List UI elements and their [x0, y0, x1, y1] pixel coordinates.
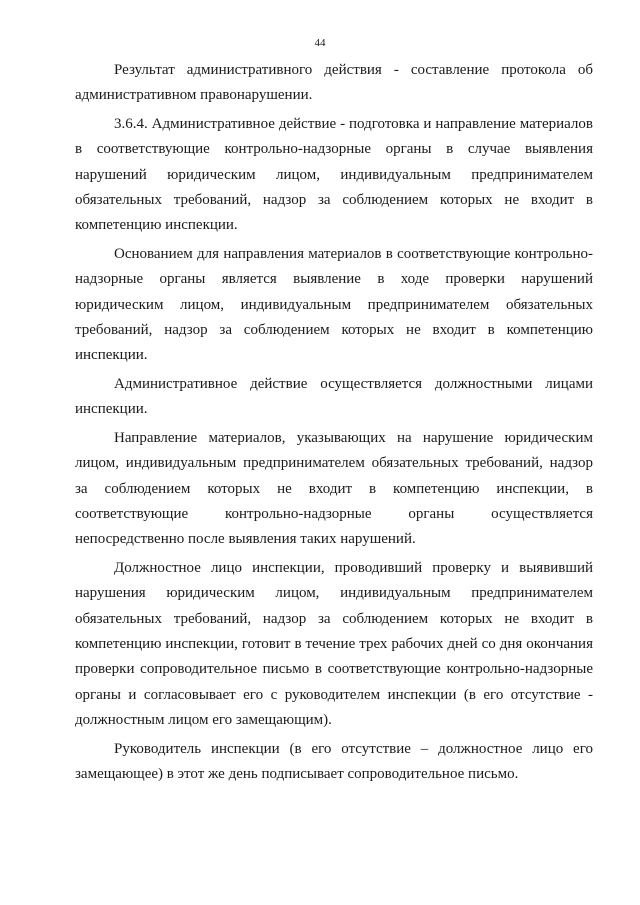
paragraph-result: Результат административного действия - составление протокола об административном правонарушении.: [75, 62, 593, 104]
document-body: [75, 58, 593, 787]
page-number: 44: [314, 37, 326, 49]
paragraph-grounds: Основанием для направления материалов в соответствующие контрольно-надзорные органы является выявление в ходе проверки нарушений юридическим лицом, индивидуальным предпринимателем обязательных требований, надзор за соблюдением которых не входит в компетенцию инспекции.: [75, 245, 593, 364]
paragraph-official-duties: Должностное лицо инспекции, проводивший проверку и выявивший нарушения юридическим лицом, индивидуальным предпринимателем обязательных требований, надзор за соблюдением которых не входит в компетенцию инспекции, готовит в течение трех рабочих дней со дня окончания проверки сопроводительное письмо в соответствующие контрольно-надзорные органы и согласовывает его с руководителем инспекции (в его отсутствие - должностным лицом его замещающим).: [75, 559, 593, 729]
paragraph-head-signs: Руководитель инспекции (в его отсутствие – должностное лицо его замещающее) в этот же день подписывает сопроводительное письмо.: [75, 740, 593, 782]
paragraph-responsible-officials: Административное действие осуществляется должностными лицами инспекции.: [75, 375, 593, 418]
paragraph-sending-materials: Направление материалов, указывающих на нарушение юридическим лицом, индивидуальным предпринимателем обязательных требований, надзор за соблюдением которых не входит в компетенцию инспекции, в соответствующие контрольно-надзорные органы осуществляется непосредственно после выявления таких нарушений.: [75, 429, 593, 548]
paragraph-section-3-6-4: 3.6.4. Административное действие - подготовка и направление материалов в соответствующие контрольно-надзорные органы в случае выявления нарушений юридическим лицом, индивидуальным предпринимателем обязательных требований, надзор за соблюдением которых не входит в компетенцию инспекции.: [75, 115, 593, 234]
